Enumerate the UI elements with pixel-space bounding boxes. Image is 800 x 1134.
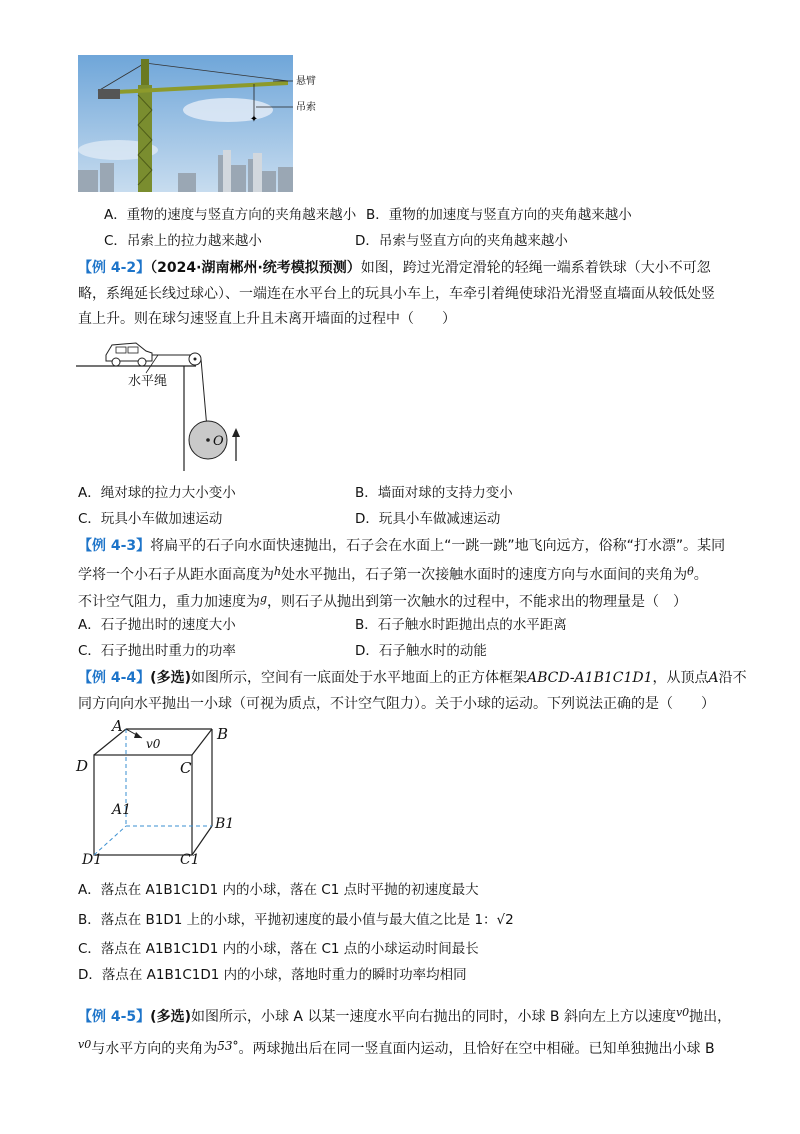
cube-label-v0: v0	[146, 737, 161, 751]
q43-text2b: 处水平抛出，石子第一次接触水面时的速度方向与水面间的夹角为	[281, 567, 688, 583]
q43-line1	[78, 536, 725, 556]
crane-photo	[78, 55, 293, 192]
q42-line1	[78, 258, 711, 278]
q44-option-a: A．落点在 A1B1C1D1 内的小球，落在 C1 点时平抛的初速度最大	[78, 882, 479, 898]
q42-figure	[76, 333, 256, 473]
q43-text2c: 。	[693, 567, 708, 583]
cube-label-a1: A1	[112, 802, 132, 818]
q42-label-rope: 水平绳	[128, 374, 168, 389]
q45-tag: 【例 4-5】	[78, 1009, 151, 1025]
q41-option-a: A．重物的速度与竖直方向的夹角越来越小	[104, 207, 357, 223]
q43-tag: 【例 4-3】	[78, 538, 151, 554]
q42-line2: 略，系绳延长线过球心）、一端连在水平台上的玩具小车上，车牵引着绳使球沿光滑竖直墙面从较低处竖	[78, 286, 715, 302]
q44-vertex-a: A	[708, 670, 719, 686]
cube-label-a: A	[112, 717, 123, 735]
q44-text1e: 沿不	[718, 670, 747, 686]
label-boom: 悬臂	[296, 76, 316, 87]
q44-text1c: ，从顶点	[652, 670, 709, 686]
q44-option-d: D．落点在 A1B1C1D1 内的小球，落地时重力的瞬时功率均相同	[78, 967, 467, 983]
q45-text2a: 与水平方向的夹角为	[91, 1041, 218, 1057]
q44-option-b: B．落点在 B1D1 上的小球，平抛初速度的最小值与最大值之比是 1：√2	[78, 912, 514, 928]
q43-text2a: 学将一个小石子从距水面高度为	[78, 567, 274, 583]
q43-text3b: ，则石子从抛出到第一次触水的过程中，不能求出的物理量是（ ）	[267, 594, 688, 610]
q44-line2: 同方向向水平抛出一小球（可视为质点，不计空气阻力）。关于小球的运动。下列说法正确的是（ ）	[78, 696, 715, 712]
q44-option-c: C．落点在 A1B1C1D1 内的小球，落在 C1 点的小球运动时间最长	[78, 941, 479, 957]
q45-line1	[78, 1003, 731, 1027]
q43-text3a: 不计空气阻力，重力加速度为	[78, 594, 260, 610]
q44-line1	[78, 668, 747, 688]
q41-option-c: C．吊索上的拉力越来越小	[104, 233, 262, 249]
toy-car-icon	[106, 343, 152, 366]
q43-symbol-theta: θ	[687, 565, 694, 578]
svg-text:✦: ✦	[249, 114, 259, 125]
cube-label-c: C	[180, 759, 192, 777]
q42-option-a: A．绳对球的拉力大小变小	[78, 485, 236, 501]
q45-text2b: 。两球抛出后在同一竖直面内运动，且恰好在空中相碰。已知单独抛出小球 B	[238, 1041, 715, 1057]
q43-line3	[78, 589, 687, 612]
q42-option-c: C．玩具小车做加速运动	[78, 511, 223, 527]
q45-angle: 53°	[217, 1039, 239, 1053]
q42-line3: 直上升。则在球匀速竖直上升且未离开墙面的过程中（ ）	[78, 311, 456, 327]
q45-text1a: 如图所示，小球 A 以某一速度水平向右抛出的同时，小球 B 斜向左上方以速度	[190, 1009, 676, 1025]
q43-option-a: A．石子抛出时的速度大小	[78, 617, 236, 633]
q45-symbol-v0: v0	[675, 1006, 690, 1019]
q41-option-b: B．重物的加速度与竖直方向的夹角越来越小	[366, 207, 632, 223]
q45-symbol-v0b: v0	[78, 1038, 92, 1051]
q44-frame-name: ABCD-A1B1C1D1	[526, 670, 653, 686]
q42-option-b: B．墙面对球的支持力变小	[355, 485, 513, 501]
q45-multi: (多选)	[150, 1009, 191, 1025]
cube-label-b: B	[217, 725, 229, 743]
q41-option-d: D．吊索与竖直方向的夹角越来越小	[355, 233, 568, 249]
q43-option-d: D．石子触水时的动能	[355, 643, 487, 659]
q44-multi: (多选)	[150, 670, 191, 686]
cube-label-b1: B1	[215, 816, 235, 832]
label-cable: 吊索	[296, 102, 316, 113]
q42-option-d: D．玩具小车做减速运动	[355, 511, 501, 527]
q42-label-center: O	[213, 434, 224, 449]
q45-text1b: 抛出，	[689, 1009, 732, 1025]
q43-symbol-h: h	[274, 565, 282, 578]
q43-symbol-g: g	[260, 592, 268, 605]
q43-option-b: B．石子触水时距抛出点的水平距离	[355, 617, 567, 633]
q44-tag: 【例 4-4】	[78, 670, 151, 686]
q42-source: （2024·湖南郴州·统考模拟预测）	[150, 260, 361, 276]
q44-text1a: 如图所示，空间有一底面处于水平地面上的正方体框架	[190, 670, 527, 686]
q43-line2	[78, 562, 708, 585]
q45-line2	[78, 1035, 715, 1059]
cube-label-d: D	[76, 757, 89, 775]
q43-option-c: C．石子抛出时重力的功率	[78, 643, 236, 659]
cube-label-d1: D1	[82, 852, 103, 868]
q42-tag: 【例 4-2】	[78, 260, 151, 276]
q42-text1: 如图，跨过光滑定滑轮的轻绳一端系着铁球（大小不可忽	[360, 260, 711, 276]
cube-label-c1: C1	[180, 852, 200, 868]
q43-text1: 将扁平的石子向水面快速抛出，石子会在水面上“一跳一跳”地飞向远方，俗称“打水漂”。某同	[150, 538, 726, 554]
